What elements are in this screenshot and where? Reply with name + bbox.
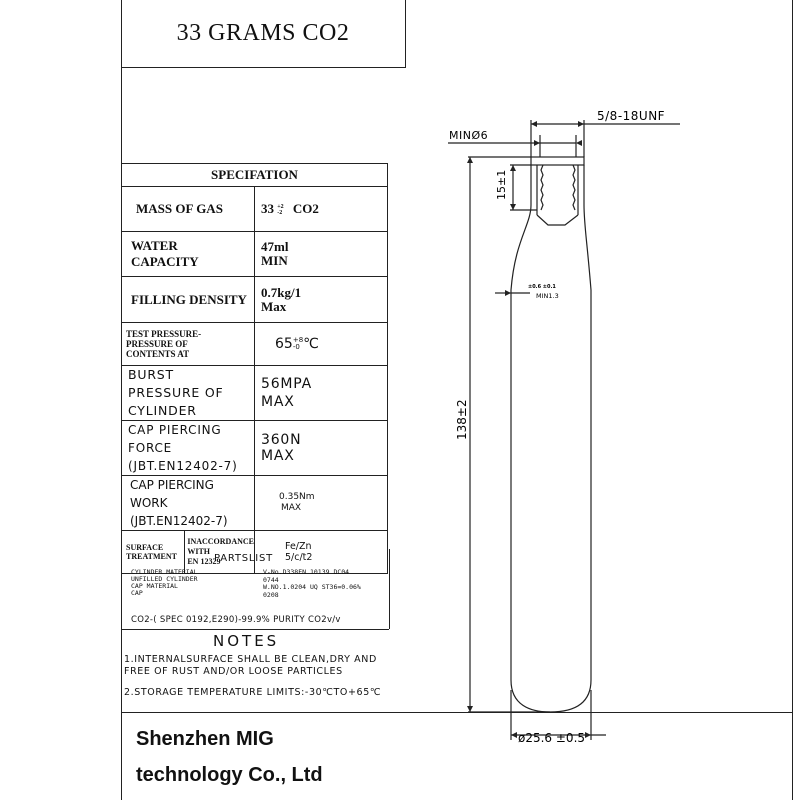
- thread-arrow-right: [578, 121, 584, 127]
- parts-label-unfilled-cylinder: UNFILLED CYLINDER: [131, 575, 198, 583]
- force-label-line1: CAP PIERCING FORCE: [128, 423, 222, 455]
- parts-list-title: PARTSLIST: [214, 553, 274, 564]
- neck-top-flange: [531, 157, 584, 165]
- parts-label-cylinder-material: CYLINDER MATERIAL: [131, 568, 198, 576]
- thread-arrow-left: [531, 121, 537, 127]
- test-tol-up: +8: [292, 336, 304, 344]
- neck-inner-cone: [537, 215, 578, 225]
- mass-unit: CO2: [292, 201, 319, 216]
- work-label-line1: CAP PIERCING WORK: [130, 478, 214, 510]
- length-label: 138±2: [455, 399, 469, 440]
- water-capacity-label: WATER CAPACITY: [122, 232, 255, 277]
- parts-label-cap-material: CAP MATERIAL: [131, 582, 178, 590]
- test-unit: ℃: [303, 336, 319, 352]
- length-arrow-bottom: [467, 706, 473, 712]
- water-value-line1: 47ml: [261, 239, 289, 254]
- company-name-line-1: Shenzhen MIG: [136, 728, 274, 750]
- burst-label-line2: CYLINDER: [128, 403, 197, 418]
- parts-value-unfilled-cylinder: 0744: [263, 575, 279, 584]
- depth-arrow-top: [510, 165, 516, 171]
- note-2: 2.STORAGE TEMPERATURE LIMITS:-30℃TO+65℃: [124, 687, 382, 698]
- mass-of-gas-label: MASS OF GAS: [122, 187, 255, 232]
- min-dia-label: MINØ6: [449, 129, 489, 142]
- dia-arrow-left: [511, 732, 517, 738]
- wall-arrow: [505, 290, 511, 296]
- mass-value: 33: [261, 201, 274, 216]
- surface-mid-line1: INACCORDANCE WITH: [187, 537, 254, 556]
- surface-mid-line2: EN 12329: [187, 557, 221, 566]
- spec-header: SPECIFATION: [122, 164, 388, 187]
- filling-value-line1: 0.7kg/1: [261, 284, 302, 300]
- burst-value-line2: MAX: [261, 394, 295, 410]
- diameter-label: ø25.6 ±0.5: [518, 731, 586, 745]
- filling-density-label: FILLING DENSITY: [122, 277, 255, 323]
- test-value: 65: [275, 336, 293, 352]
- note-1-line-2: FREE OF RUST AND/OR LOOSE PARTICLES: [124, 666, 343, 677]
- wall-thickness-label: MIN1.3: [536, 292, 559, 300]
- thread-depth-label: 15±1: [495, 169, 508, 200]
- co2-purity-line: CO2-( SPEC 0192,E290)-99.9% PURITY CO2v/v: [131, 615, 341, 625]
- company-name-line-2: technology Co., Ltd: [136, 764, 323, 786]
- parts-value-cylinder-material: V-No.D338EN 10139 DC04: [263, 568, 350, 576]
- water-value-line2: MIN: [261, 253, 288, 268]
- notes-title: NOTES: [213, 632, 280, 650]
- test-label-line2: CONTENTS AT: [126, 349, 190, 359]
- wall-thickness-top-label: ±0.6 ±0.1: [528, 284, 556, 290]
- test-tol-down: -0: [292, 343, 300, 351]
- min-dia-arrow-right: [576, 140, 582, 146]
- work-value-line2: MAX: [281, 503, 302, 513]
- mass-tol-up: +2: [277, 204, 284, 211]
- surface-value-line1: Fe/Zn: [285, 541, 312, 552]
- surface-treatment-label: SURFACE TREATMENT: [122, 531, 185, 573]
- thread-right-teeth: [573, 165, 575, 210]
- parts-value-cap: 0208: [263, 590, 279, 599]
- parts-label-cap: CAP: [131, 589, 143, 597]
- work-value-line1: 0.35Nm: [279, 492, 315, 502]
- thread-label: 5/8-18UNF: [597, 109, 666, 123]
- depth-arrow-bottom: [510, 204, 516, 210]
- force-value-line2: MAX: [261, 448, 295, 464]
- force-value-line1: 360N: [261, 432, 302, 448]
- drawing-title: 33 GRAMS CO2: [176, 20, 350, 46]
- filling-value-line2: Max: [261, 298, 287, 314]
- cylinder-body-outline: [511, 165, 591, 712]
- work-label-line2: (JBT.EN12402-7): [130, 514, 228, 528]
- surface-value-line2: 5/c/t2: [285, 552, 313, 563]
- parts-value-cap-material: W.NO.1.0204 UQ ST36=0.06%: [263, 583, 361, 591]
- note-1-line-1: 1.INTERNALSURFACE SHALL BE CLEAN,DRY AND: [124, 654, 377, 665]
- burst-label-line1: BURST PRESSURE OF: [128, 367, 224, 400]
- thread-left-teeth: [541, 165, 543, 210]
- test-label-line1: TEST PRESSURE-PRESSURE OF: [126, 329, 202, 349]
- dia-arrow-right: [585, 732, 591, 738]
- burst-value-line1: 56MPA: [261, 376, 313, 392]
- length-arrow-top: [467, 157, 473, 163]
- min-dia-arrow-left: [534, 140, 540, 146]
- mass-tol-down: -2: [277, 210, 283, 217]
- force-label-line2: (JBT.EN12402-7): [128, 459, 238, 473]
